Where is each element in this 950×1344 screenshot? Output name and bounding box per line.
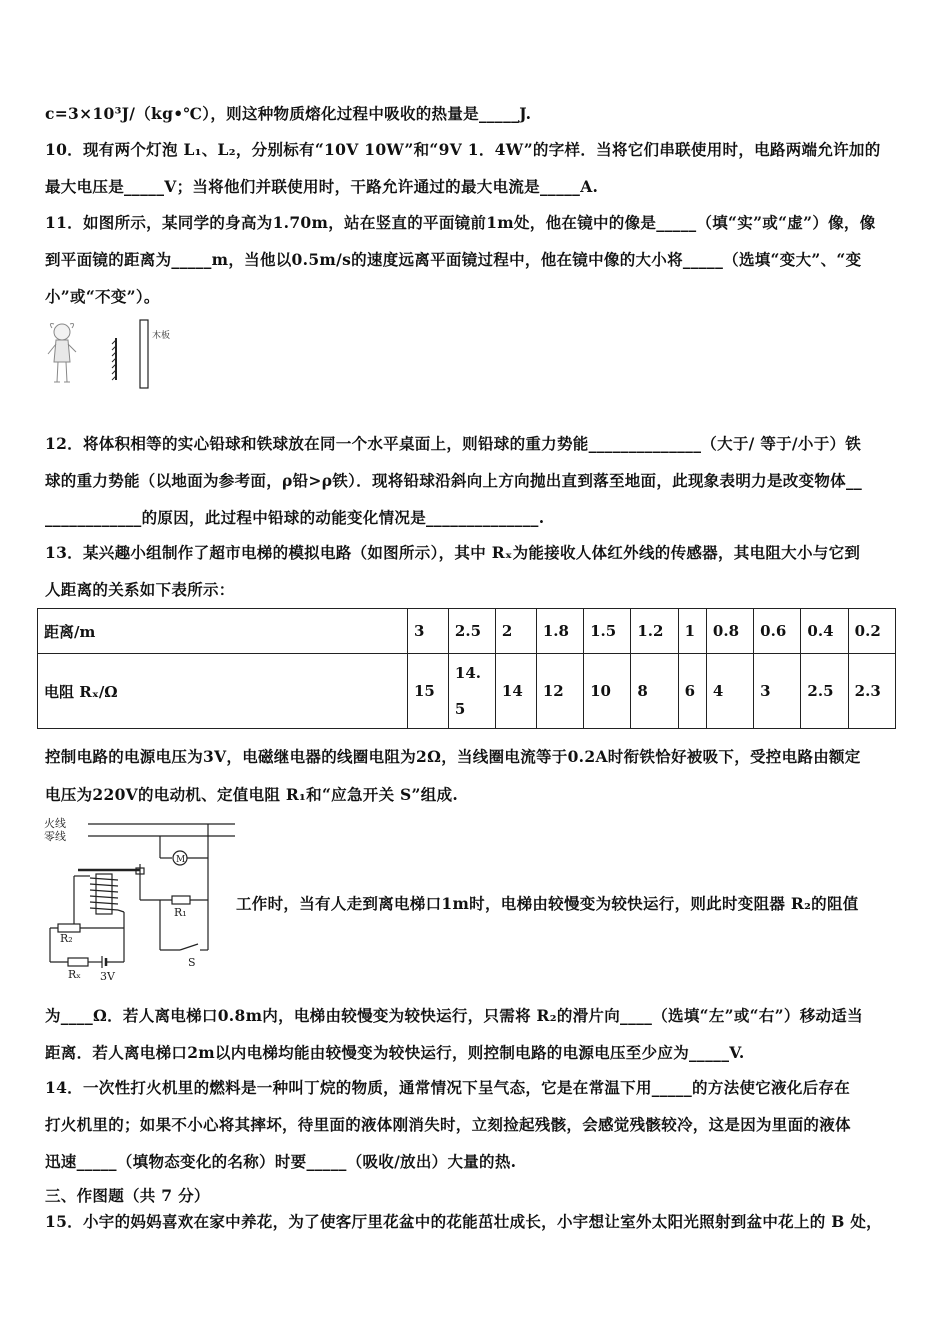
- table-cell: 12: [536, 654, 583, 729]
- board-label: 木板: [152, 331, 171, 341]
- question-11-line-3: 小”或“不变”）。: [45, 287, 160, 306]
- wooden-board-icon: [140, 320, 148, 388]
- table-row-resistance: [38, 654, 896, 729]
- question-13-line-2: 人距离的关系如下表所示：: [45, 580, 235, 599]
- table-cell: 8: [631, 654, 678, 729]
- question-13-line-3: 控制电路的电源电压为3V，电磁继电器的线圈电阻为2Ω，当线圈电流等于0.2A时衔铁恰好被吸下，受控电路由额定: [45, 747, 861, 766]
- table-cell: 0.8: [706, 609, 753, 654]
- table-cell: 2.3: [848, 654, 895, 729]
- motor-label: M: [176, 855, 186, 865]
- table-cell: 6: [678, 654, 706, 729]
- distance-resistance-table: [37, 608, 896, 729]
- section-three-heading: 三、作图题（共 7 分）: [45, 1186, 210, 1205]
- question-13-line-5: 工作时，当有人走到离电梯口1m时，电梯由较慢变为较快运行，则此时变阻器 R₂的阻值: [236, 894, 859, 913]
- table-cell: 0.2: [848, 609, 895, 654]
- table-header-resistance: 电阻 Rₓ/Ω: [38, 654, 408, 729]
- question-12-line-2: 球的重力势能（以地面为参考面，ρ铅>ρ铁）．现将铅球沿斜向上方向抛出直到落至地面，此现象表明力是改变物体__: [45, 471, 863, 490]
- table-row-distance: [38, 609, 896, 654]
- question-15-line-1: 15．小宇的妈妈喜欢在家中养花，为了使客厅里花盆中的花能茁壮成长，小宇想让室外太阳光照射到盆中花上的 B 处，: [45, 1212, 882, 1231]
- rx-sensor-icon: [68, 958, 88, 966]
- source-label: 3V: [100, 970, 115, 983]
- live-wire-label: 火线: [44, 817, 66, 830]
- table-cell-text: 14.5: [454, 664, 482, 718]
- text-line-1: c=3×10³J/（kg•℃），则这种物质熔化过程中吸收的热量是_____J.: [45, 104, 532, 123]
- r2-resistor-icon: [58, 924, 80, 932]
- table-cell: 4: [706, 654, 753, 729]
- question-10-line-1: 10．现有两个灯泡 L₁、L₂，分别标有“10V 10W”和“9V 1．4W”的字样．当将它们串联使用时，电路两端允许加的: [45, 140, 881, 159]
- mirror-icon: [112, 338, 116, 380]
- table-cell: 1.5: [584, 609, 631, 654]
- table-cell: 15: [408, 654, 449, 729]
- girl-icon: [48, 324, 76, 383]
- table-cell: 2.5: [801, 654, 848, 729]
- switch-label: S: [188, 956, 196, 969]
- table-cell: 2.5: [448, 609, 495, 654]
- switch-icon: [180, 944, 198, 950]
- question-13-line-1: 13．某兴趣小组制作了超市电梯的模拟电路（如图所示），其中 Rₓ为能接收人体红外线的传感器，其电阻大小与它到: [45, 543, 861, 562]
- table-cell: 0.4: [801, 609, 848, 654]
- question-13-line-6: 为____Ω．若人离电梯口0.8m内，电梯由较慢变为较快运行，只需将 R₂的滑片向____（选填“左”或“右”）移动适当: [45, 1006, 863, 1025]
- table-cell: 3: [754, 654, 801, 729]
- question-13-line-7: 距离．若人离电梯口2m以内电梯均能由较慢变为较快运行，则控制电路的电源电压至少应为_____V.: [45, 1043, 745, 1062]
- table-cell: 1: [678, 609, 706, 654]
- table-cell: [448, 654, 495, 729]
- rx-label: Rₓ: [68, 968, 81, 981]
- question-14-line-2: 打火机里的；如果不小心将其摔坏，待里面的液体刚消失时，立刻捡起残骸，会感觉残骸较冷，这是因为里面的液体: [45, 1115, 851, 1134]
- question-12-line-1: 12．将体积相等的实心铅球和铁球放在同一个水平桌面上，则铅球的重力势能______________（大于/ 等于/小于）铁: [45, 434, 862, 453]
- table-cell: 10: [584, 654, 631, 729]
- table-cell: 14: [495, 654, 536, 729]
- r1-resistor-icon: [172, 896, 190, 904]
- question-11-line-2: 到平面镜的距离为_____m，当他以0.5m/s的速度远离平面镜过程中，他在镜中像的大小将_____（选填“变大”、“变: [45, 250, 862, 269]
- table-cell: 2: [495, 609, 536, 654]
- question-10-line-2: 最大电压是_____V；当将他们并联使用时，干路允许通过的最大电流是_____A.: [45, 177, 599, 196]
- r2-label: R₂: [60, 932, 73, 945]
- table-cell: 1.2: [631, 609, 678, 654]
- question-14-line-3: 迅速_____（填物态变化的名称）时要_____（吸收/放出）大量的热.: [45, 1152, 517, 1171]
- table-header-distance: 距离/m: [38, 609, 408, 654]
- table-cell: 3: [408, 609, 449, 654]
- r1-label: R₁: [174, 906, 187, 919]
- question-13-line-4: 电压为220V的电动机、定值电阻 R₁和“应急开关 S”组成.: [45, 785, 459, 804]
- table-cell: 1.8: [536, 609, 583, 654]
- elevator-circuit-diagram: [40, 812, 240, 984]
- question-12-line-3: ____________的原因，此过程中铅球的动能变化情况是______________.: [45, 508, 545, 527]
- neutral-wire-label: 零线: [44, 830, 66, 843]
- mirror-figure: [40, 318, 190, 390]
- question-11-line-1: 11．如图所示，某同学的身高为1.70m，站在竖直的平面镜前1m处，他在镜中的像是_____（填“实”或“虚”）像，像: [45, 213, 876, 232]
- table-cell: 0.6: [754, 609, 801, 654]
- question-14-line-1: 14．一次性打火机里的燃料是一种叫丁烷的物质，通常情况下呈气态，它是在常温下用_____的方法使它液化后存在: [45, 1078, 851, 1097]
